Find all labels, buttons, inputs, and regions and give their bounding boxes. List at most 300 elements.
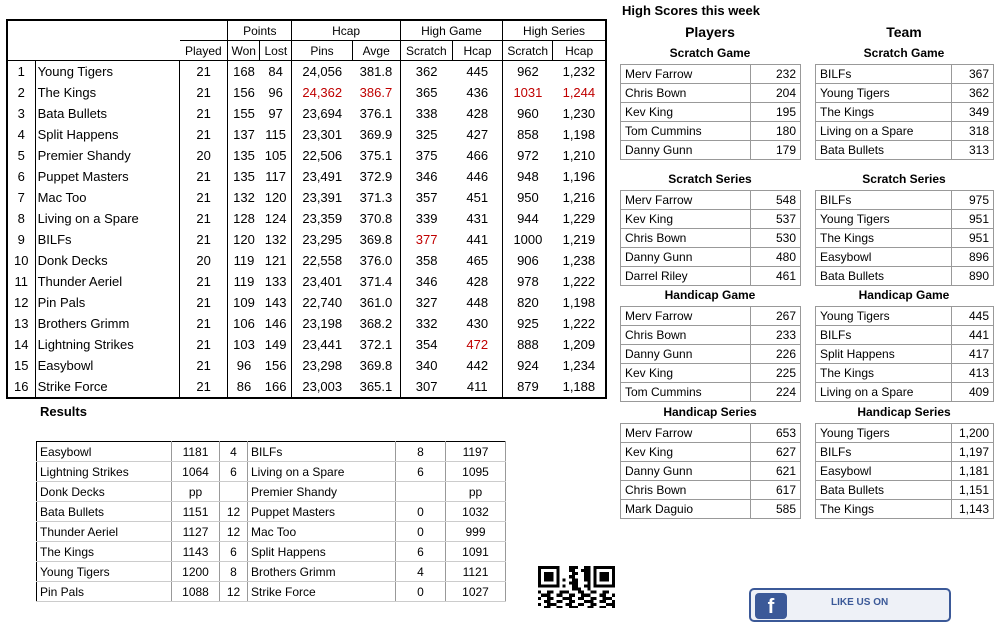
cell-team: Thunder Aeriel [35,271,179,292]
list-item [621,267,801,286]
cell-hs_h: 1,188 [562,379,596,394]
score-value: 896 [952,248,994,267]
cell-won: 119 [228,271,260,292]
list-item [621,443,801,462]
section-title-players: Scratch Game [669,46,751,60]
section-title-teams: Handicap Game [858,288,950,302]
list-item [816,326,994,345]
result-cell: 1064 [172,462,220,482]
score-value: 409 [952,383,994,402]
cell-pins: 23,301 [292,124,352,145]
result-cell: 4 [220,442,248,462]
result-cell: Thunder Aeriel [37,522,172,542]
cell-pins: 22,506 [292,145,352,166]
section-title-players: Handicap Series [663,405,757,419]
cell-pos: 11 [14,274,29,289]
cell-hg_h: 428 [466,274,489,289]
score-name: Young Tigers [816,210,952,229]
cell-pins: 22,740 [292,292,352,313]
high-score-table-teams [815,423,994,519]
high-score-table-teams [815,190,994,286]
cell-played: 21 [180,271,228,292]
score-name: Living on a Spare [816,383,952,402]
score-value: 367 [952,65,994,84]
table-row [7,229,606,250]
score-value: 224 [751,383,801,402]
list-item [816,424,994,443]
cell-team: Strike Force [35,376,179,398]
cell-hs_s: 978 [503,271,553,292]
score-value: 233 [751,326,801,345]
list-item [621,500,801,519]
cell-hg_h: 465 [466,253,489,268]
cell-hs_h: 1,238 [562,253,596,268]
score-name: Tom Cummins [621,383,751,402]
cell-won: 103 [228,334,260,355]
cell-pins: 24,362 [292,82,352,103]
result-cell: 1095 [446,462,506,482]
cell-played: 21 [180,229,228,250]
score-name: Bata Bullets [816,141,952,160]
result-cell: 0 [396,582,446,602]
cell-pos: 6 [17,169,25,184]
list-item [816,267,994,286]
score-name: Bata Bullets [816,267,952,286]
cell-pos: 10 [14,253,29,268]
list-item [621,84,801,103]
cell-played: 20 [180,145,228,166]
score-name: The Kings [816,364,952,383]
cell-team: Puppet Masters [35,166,179,187]
section-title-teams: Scratch Game [863,46,945,60]
table-row [7,103,606,124]
group-high-game: High Game [400,20,502,41]
score-name: Easybowl [816,462,952,481]
cell-pins: 23,359 [292,208,352,229]
table-row [37,562,506,582]
cell-pins: 23,298 [292,355,352,376]
cell-hg_h: 451 [466,190,489,205]
table-row [37,542,506,562]
cell-avge: 372.1 [359,337,393,352]
facebook-icon: f [755,593,787,619]
cell-team: BILFs [35,229,179,250]
cell-hg_h: 430 [466,316,489,331]
result-cell: 1088 [172,582,220,602]
cell-hg_s: 332 [400,313,452,334]
cell-pins: 23,295 [292,229,352,250]
cell-team: Bata Bullets [35,103,179,124]
result-cell: 1032 [446,502,506,522]
table-row [7,82,606,103]
cell-pos: 4 [17,127,25,142]
score-value: 232 [751,65,801,84]
results-title: Results [40,404,87,419]
score-value: 267 [751,307,801,326]
column-header-row [7,41,606,61]
score-name: Merv Farrow [621,424,751,443]
result-cell: pp [446,482,506,502]
list-item [621,326,801,345]
score-value: 585 [751,500,801,519]
table-row [7,250,606,271]
high-score-table-players [620,190,801,286]
result-cell: 1197 [446,442,506,462]
cell-won: 128 [228,208,260,229]
list-item [621,481,801,500]
cell-lost: 146 [264,316,287,331]
table-row [37,482,506,502]
table-row [7,145,606,166]
cell-hg_s: 346 [400,166,452,187]
table-row [37,522,506,542]
cell-hs_h: 1,244 [562,85,596,100]
list-item [816,65,994,84]
list-item [621,122,801,141]
list-item [621,191,801,210]
result-cell: 1121 [446,562,506,582]
list-item [621,364,801,383]
cell-lost: 156 [264,358,287,373]
cell-pins: 23,198 [292,313,352,334]
score-value: 951 [952,210,994,229]
score-value: 951 [952,229,994,248]
cell-won: 137 [228,124,260,145]
cell-avge: 386.7 [359,85,393,100]
result-cell: Bata Bullets [37,502,172,522]
cell-played: 21 [180,124,228,145]
list-item [621,229,801,248]
cell-hs_s: 858 [503,124,553,145]
table-row [7,334,606,355]
score-value: 445 [952,307,994,326]
cell-team: Pin Pals [35,292,179,313]
cell-played: 21 [180,187,228,208]
result-cell: 999 [446,522,506,542]
list-item [816,229,994,248]
group-hcap: Hcap [292,20,400,41]
cell-hg_h: 445 [452,61,502,83]
cell-played: 21 [180,355,228,376]
cell-hg_h: 472 [466,337,489,352]
cell-won: 120 [228,229,260,250]
list-item [816,481,994,500]
cell-hs_h: 1,198 [562,295,596,310]
score-name: The Kings [816,103,952,122]
list-item [816,122,994,141]
cell-won: 155 [228,103,260,124]
score-name: Kev King [621,210,751,229]
result-cell: Donk Decks [37,482,172,502]
score-name: Merv Farrow [621,307,751,326]
result-cell: 1181 [172,442,220,462]
cell-team: Mac Too [35,187,179,208]
list-item [816,383,994,402]
section-title-players: Handicap Game [664,288,756,302]
score-name: The Kings [816,500,952,519]
score-value: 362 [952,84,994,103]
table-row [7,61,606,83]
cell-won: 132 [228,187,260,208]
score-name: Young Tigers [816,84,952,103]
table-row [37,462,506,482]
score-name: Chris Bown [621,481,751,500]
section-title-players: Scratch Series [668,172,752,186]
list-item [621,345,801,364]
cell-lost: 133 [264,274,287,289]
table-row [7,292,606,313]
score-name: Kev King [621,103,751,122]
cell-hg_h: 448 [466,295,489,310]
cell-team: The Kings [35,82,179,103]
score-name: Merv Farrow [621,65,751,84]
result-cell: 8 [220,562,248,582]
score-value: 413 [952,364,994,383]
cell-avge: 361.0 [359,295,393,310]
list-item [621,141,801,160]
cell-won: 109 [228,292,260,313]
cell-pos: 8 [17,211,25,226]
cell-hs_h: 1,219 [562,232,596,247]
high-score-table-players [620,423,801,519]
high-score-table-teams [815,64,994,160]
list-item [621,248,801,267]
cell-lost: 105 [264,148,287,163]
cell-lost: 121 [264,253,287,268]
cell-hs_h: 1,222 [562,316,596,331]
score-name: Merv Farrow [621,191,751,210]
result-cell: Brothers Grimm [248,562,396,582]
result-cell: Young Tigers [37,562,172,582]
score-name: Young Tigers [816,424,952,443]
result-cell: 0 [396,502,446,522]
col-won: Won [228,41,260,61]
cell-team: Premier Shandy [35,145,179,166]
cell-played: 21 [180,292,228,313]
table-row [7,355,606,376]
cell-played: 21 [180,376,228,398]
score-name: BILFs [816,326,952,345]
cell-avge: 369.8 [359,358,393,373]
cell-hs_h: 1,232 [553,61,606,83]
cell-pos: 2 [17,85,25,100]
score-value: 461 [751,267,801,286]
score-name: Easybowl [816,248,952,267]
cell-pos: 14 [14,337,29,352]
cell-team: Brothers Grimm [35,313,179,334]
col-lost: Lost [260,41,292,61]
result-cell: Lightning Strikes [37,462,172,482]
score-value: 195 [751,103,801,122]
score-value: 548 [751,191,801,210]
table-row [37,582,506,602]
score-value: 1,197 [952,443,994,462]
score-value: 204 [751,84,801,103]
cell-avge: 372.9 [359,169,393,184]
team-heading: Team [886,24,922,40]
col-pins: Pins [292,41,352,61]
score-value: 1,143 [952,500,994,519]
group-points: Points [228,20,292,41]
cell-pins: 23,391 [292,187,352,208]
result-cell: Premier Shandy [248,482,396,502]
score-name: Tom Cummins [621,122,751,141]
cell-avge: 371.3 [359,190,393,205]
cell-pins: 22,558 [292,250,352,271]
result-cell: 12 [220,522,248,542]
result-cell: 6 [396,542,446,562]
col-hg-hcap: Hcap [452,41,502,61]
high-scores-title: High Scores this week [622,3,760,18]
list-item [621,462,801,481]
score-name: Chris Bown [621,326,751,345]
table-row [7,166,606,187]
result-cell: 0 [396,522,446,542]
list-item [816,103,994,122]
table-row [7,271,606,292]
cell-hg_s: 340 [400,355,452,376]
result-cell: 8 [396,442,446,462]
cell-lost: 132 [264,232,287,247]
score-name: Danny Gunn [621,141,751,160]
cell-pos: 3 [17,106,25,121]
cell-lost: 124 [264,211,287,226]
cell-pos: 16 [14,379,29,394]
cell-hs_h: 1,222 [562,274,596,289]
cell-hg_h: 427 [466,127,489,142]
list-item [816,500,994,519]
score-value: 975 [952,191,994,210]
result-cell: Pin Pals [37,582,172,602]
score-value: 890 [952,267,994,286]
score-name: Mark Daguio [621,500,751,519]
cell-pos: 7 [17,190,25,205]
cell-hs_s: 924 [503,355,553,376]
cell-hg_s: 375 [400,145,452,166]
cell-hg_s: 354 [400,334,452,355]
cell-team: Lightning Strikes [35,334,179,355]
cell-hg_h: 442 [466,358,489,373]
result-cell: 1151 [172,502,220,522]
cell-hg_h: 411 [466,379,488,394]
cell-lost: 84 [260,61,292,83]
cell-played: 20 [180,250,228,271]
score-name: Chris Bown [621,84,751,103]
score-value: 225 [751,364,801,383]
cell-hs_h: 1,196 [562,169,596,184]
col-played: Played [180,41,228,61]
score-name: BILFs [816,191,952,210]
cell-hs_s: 948 [503,166,553,187]
list-item [816,345,994,364]
cell-avge: 369.8 [359,232,393,247]
score-value: 653 [751,424,801,443]
score-value: 1,200 [952,424,994,443]
cell-pins: 24,056 [292,61,352,83]
cell-hg_s: 307 [400,376,452,398]
list-item [816,443,994,462]
facebook-like-badge[interactable] [749,588,951,622]
cell-avge: 370.8 [359,211,393,226]
cell-team: Easybowl [35,355,179,376]
group-header-row [7,20,606,41]
cell-won: 96 [228,355,260,376]
league-table [6,19,607,399]
score-value: 226 [751,345,801,364]
list-item [816,141,994,160]
col-hs-hcap: Hcap [553,41,606,61]
cell-won: 135 [228,166,260,187]
result-cell: 1200 [172,562,220,582]
score-value: 621 [751,462,801,481]
qr-code-icon[interactable] [538,566,615,608]
result-cell: 1127 [172,522,220,542]
cell-hs_h: 1,216 [562,190,596,205]
cell-lost: 97 [268,106,283,121]
cell-hs_s: 1031 [503,82,553,103]
score-value: 318 [952,122,994,141]
result-cell [396,482,446,502]
cell-hg_s: 377 [400,229,452,250]
cell-avge: 376.1 [359,106,393,121]
score-value: 480 [751,248,801,267]
col-hg-scratch: Scratch [400,41,452,61]
cell-hs_s: 972 [503,145,553,166]
cell-lost: 115 [265,127,286,142]
cell-hg_h: 446 [466,169,489,184]
cell-hs_h: 1,234 [562,358,596,373]
list-item [621,210,801,229]
score-name: Darrel Riley [621,267,751,286]
result-cell: Strike Force [248,582,396,602]
cell-hs_s: 950 [503,187,553,208]
cell-hs_s: 820 [503,292,553,313]
table-row [7,124,606,145]
cell-hs_h: 1,210 [562,148,596,163]
score-name: Young Tigers [816,307,952,326]
cell-hs_s: 888 [503,334,553,355]
cell-hs_s: 1000 [503,229,553,250]
cell-team: Split Happens [35,124,179,145]
table-row [7,208,606,229]
cell-lost: 120 [264,190,287,205]
result-cell: 6 [220,462,248,482]
cell-team: Young Tigers [35,61,179,83]
cell-won: 156 [228,82,260,103]
cell-hs_s: 962 [503,61,553,83]
list-item [816,307,994,326]
table-row [7,313,606,334]
cell-played: 21 [180,103,228,124]
cell-hs_s: 944 [503,208,553,229]
score-name: Chris Bown [621,229,751,248]
players-heading: Players [685,24,735,40]
like-us-label: LIKE US ON [831,597,889,608]
score-value: 1,151 [952,481,994,500]
cell-lost: 143 [264,295,287,310]
high-score-table-players [620,306,801,402]
cell-lost: 96 [268,85,283,100]
cell-hs_h: 1,229 [562,211,596,226]
list-item [816,210,994,229]
score-value: 417 [952,345,994,364]
cell-hs_s: 906 [503,250,553,271]
list-item [621,383,801,402]
cell-hs_s: 879 [503,376,553,398]
score-value: 441 [952,326,994,345]
cell-pins: 23,694 [292,103,352,124]
score-name: Kev King [621,364,751,383]
